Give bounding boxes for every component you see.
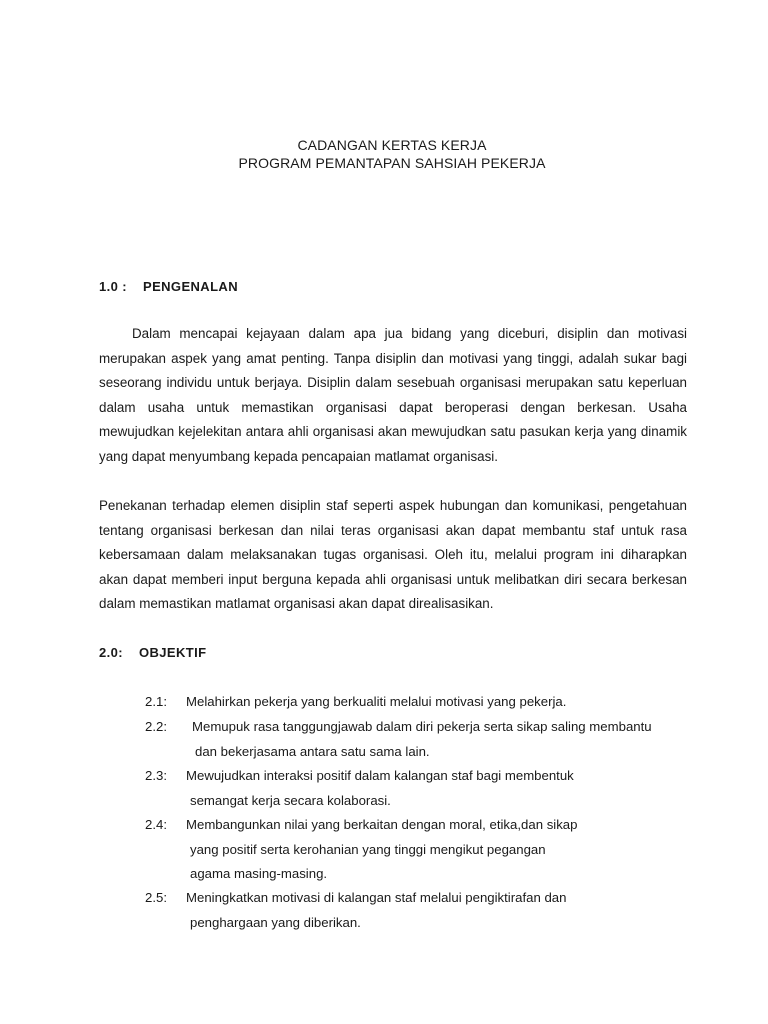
objective-text: penghargaan yang diberikan. bbox=[190, 914, 361, 930]
objective-item bbox=[145, 886, 566, 935]
objective-text: yang positif serta kerohanian yang tinggi mengikut pegangan bbox=[190, 841, 546, 857]
section-2-number: 2.0: bbox=[99, 645, 124, 660]
objective-number: 2.5: bbox=[145, 890, 167, 905]
objective-number: 2.3: bbox=[145, 768, 167, 783]
objective-item bbox=[145, 764, 574, 813]
section-2-heading bbox=[99, 645, 206, 660]
section-2-title: OBJEKTIF bbox=[139, 645, 207, 660]
intro-paragraph-1: Dalam mencapai kejayaan dalam apa jua bidang yang diceburi, disiplin dan motivasi merupakan aspek yang amat penting. Tanpa disiplin dan motivasi yang tinggi, adalah sukar bagi seseorang individu untuk berjaya. Disiplin dalam sesebuah organisasi merupakan satu keperluan dalam usaha untuk memastikan organisasi dapat beroperasi dengan berkesan. Usaha mewujudkan kejelekitan antara ahli organisasi akan mewujudkan satu pasukan kerja yang dinamik yang dapat menyumbang kepada pencapaian matlamat organisasi. bbox=[99, 326, 687, 464]
objective-text: Memupuk rasa tanggungjawab dalam diri pekerja serta sikap saling membantu bbox=[192, 719, 652, 734]
objective-text: Mewujudkan interaksi positif dalam kalangan staf bagi membentuk bbox=[186, 768, 574, 783]
title-line-2: PROGRAM PEMANTAPAN SAHSIAH PEKERJA bbox=[238, 155, 546, 171]
objective-item bbox=[145, 715, 652, 764]
section-1-title: PENGENALAN bbox=[143, 279, 239, 294]
objective-number: 2.1: bbox=[145, 694, 167, 709]
objective-text: agama masing-masing. bbox=[190, 866, 328, 881]
objective-text: dan bekerjasama antara satu sama lain. bbox=[195, 743, 430, 759]
objective-text: Membangunkan nilai yang berkaitan dengan moral, etika,dan sikap bbox=[186, 817, 578, 832]
title-line-1: CADANGAN KERTAS KERJA bbox=[297, 137, 487, 153]
objective-item bbox=[145, 690, 566, 715]
objective-text: Melahirkan pekerja yang berkualiti melalui motivasi yang pekerja. bbox=[186, 694, 567, 709]
objective-text: semangat kerja secara kolaborasi. bbox=[190, 792, 391, 808]
objective-number: 2.2: bbox=[145, 719, 167, 734]
objective-item bbox=[145, 813, 577, 887]
section-1-heading bbox=[99, 279, 238, 294]
intro-paragraph-2: Penekanan terhadap elemen disiplin staf seperti aspek hubungan dan komunikasi, pengetahuan tentang organisasi berkesan dan nilai teras organisasi akan dapat membantu staf untuk rasa kebersamaan dalam melaksanakan tugas organisasi. Oleh itu, melalui program ini diharapkan akan dapat memberi input berguna kepada ahli organisasi untuk melibatkan diri secara berkesan dalam memastikan matlamat organisasi akan dapat direalisasikan. bbox=[99, 498, 687, 612]
section-1-number: 1.0 : bbox=[99, 279, 128, 294]
objective-number: 2.4: bbox=[145, 817, 167, 832]
objective-text: Meningkatkan motivasi di kalangan staf melalui pengiktirafan dan bbox=[186, 890, 567, 905]
document-title bbox=[0, 136, 768, 172]
